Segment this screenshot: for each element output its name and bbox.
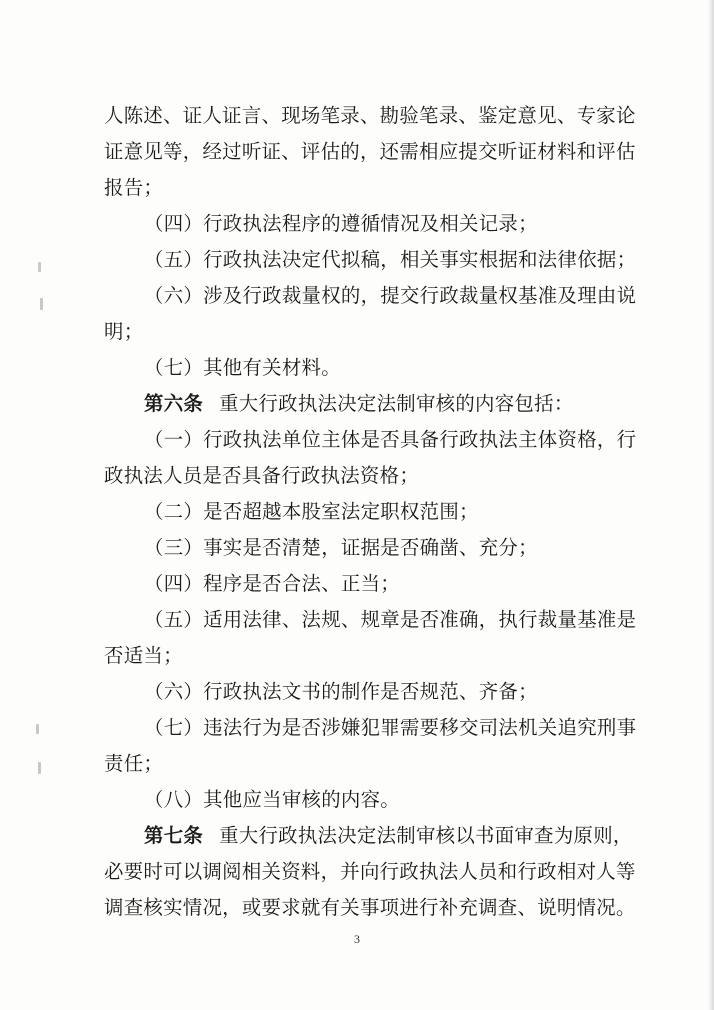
bleed-mark: [38, 262, 41, 272]
text-line: [104, 242, 637, 278]
line-text: （二）是否超越本股室法定职权范围；: [144, 500, 479, 523]
page-number: 3: [354, 932, 360, 946]
bleed-mark: [38, 762, 41, 774]
text-line: [104, 602, 637, 638]
text-line: [104, 278, 637, 314]
line-text: （四）程序是否合法、正当；: [144, 572, 400, 595]
line-text: （八）其他应当审核的内容。: [144, 788, 400, 811]
bleed-mark: [36, 724, 39, 734]
text-line: [104, 494, 624, 530]
line-text: （五）适用法律、法规、规章是否准确，执行裁量基准是: [144, 608, 637, 631]
line-text: 证意见等，经过听证、评估的，还需相应提交听证材料和评估: [104, 140, 636, 163]
text-line: [104, 710, 637, 746]
bleed-mark: [40, 298, 43, 310]
text-line: [104, 458, 624, 494]
line-text: 人陈述、证人证言、现场笔录、勘验笔录、鉴定意见、专家论: [104, 104, 636, 127]
article-label: 第七条: [144, 824, 204, 847]
text-line: [104, 530, 624, 566]
text-line: [104, 782, 624, 818]
text-line: [104, 422, 637, 458]
line-text: 调查核实情况，或要求就有关事项进行补充调查、说明情况。: [104, 896, 636, 919]
text-line: [104, 98, 636, 134]
line-text: （五）行政执法决定代拟稿，相关事实根据和法律依据；: [144, 248, 637, 271]
text-line: [104, 890, 636, 926]
text-line: [104, 134, 636, 170]
line-text: 必要时可以调阅相关资料，并向行政执法人员和行政相对人等: [104, 860, 636, 883]
line-text: （六）行政执法文书的制作是否规范、齐备；: [144, 680, 538, 703]
line-text: 明；: [104, 320, 144, 343]
text-line: [104, 638, 624, 674]
text-line: [104, 314, 624, 350]
line-text: 重大行政执法决定法制审核的内容包括：: [219, 392, 574, 415]
document-body: [104, 98, 637, 926]
text-line: [104, 566, 624, 602]
line-text: 政执法人员是否具备行政执法资格；: [104, 464, 420, 487]
text-line: [104, 206, 624, 242]
text-line: [104, 674, 624, 710]
line-text: 否适当；: [104, 644, 183, 667]
line-text: （七）其他有关材料。: [144, 356, 341, 379]
line-text: 报告；: [104, 176, 164, 199]
line-text: （四）行政执法程序的遵循情况及相关记录；: [144, 212, 538, 235]
line-text: 重大行政执法决定法制审核以书面审查为原则，: [219, 824, 633, 847]
text-line: [104, 854, 636, 890]
line-text: （三）事实是否清楚，证据是否确凿、充分；: [144, 536, 538, 559]
line-text: （七）违法行为是否涉嫌犯罪需要移交司法机关追究刑事: [144, 716, 637, 739]
text-line: [104, 746, 624, 782]
text-line: [104, 350, 624, 386]
line-text: （六）涉及行政裁量权的，提交行政裁量权基准及理由说: [144, 284, 637, 307]
line-text: （一）行政执法单位主体是否具备行政执法主体资格，行: [144, 428, 637, 451]
page-edge-shadow: [708, 0, 714, 1010]
text-line: [104, 170, 624, 206]
line-text: 责任；: [104, 752, 164, 775]
text-line: [104, 386, 624, 422]
text-line: [104, 818, 633, 854]
article-label: 第六条: [144, 392, 204, 415]
